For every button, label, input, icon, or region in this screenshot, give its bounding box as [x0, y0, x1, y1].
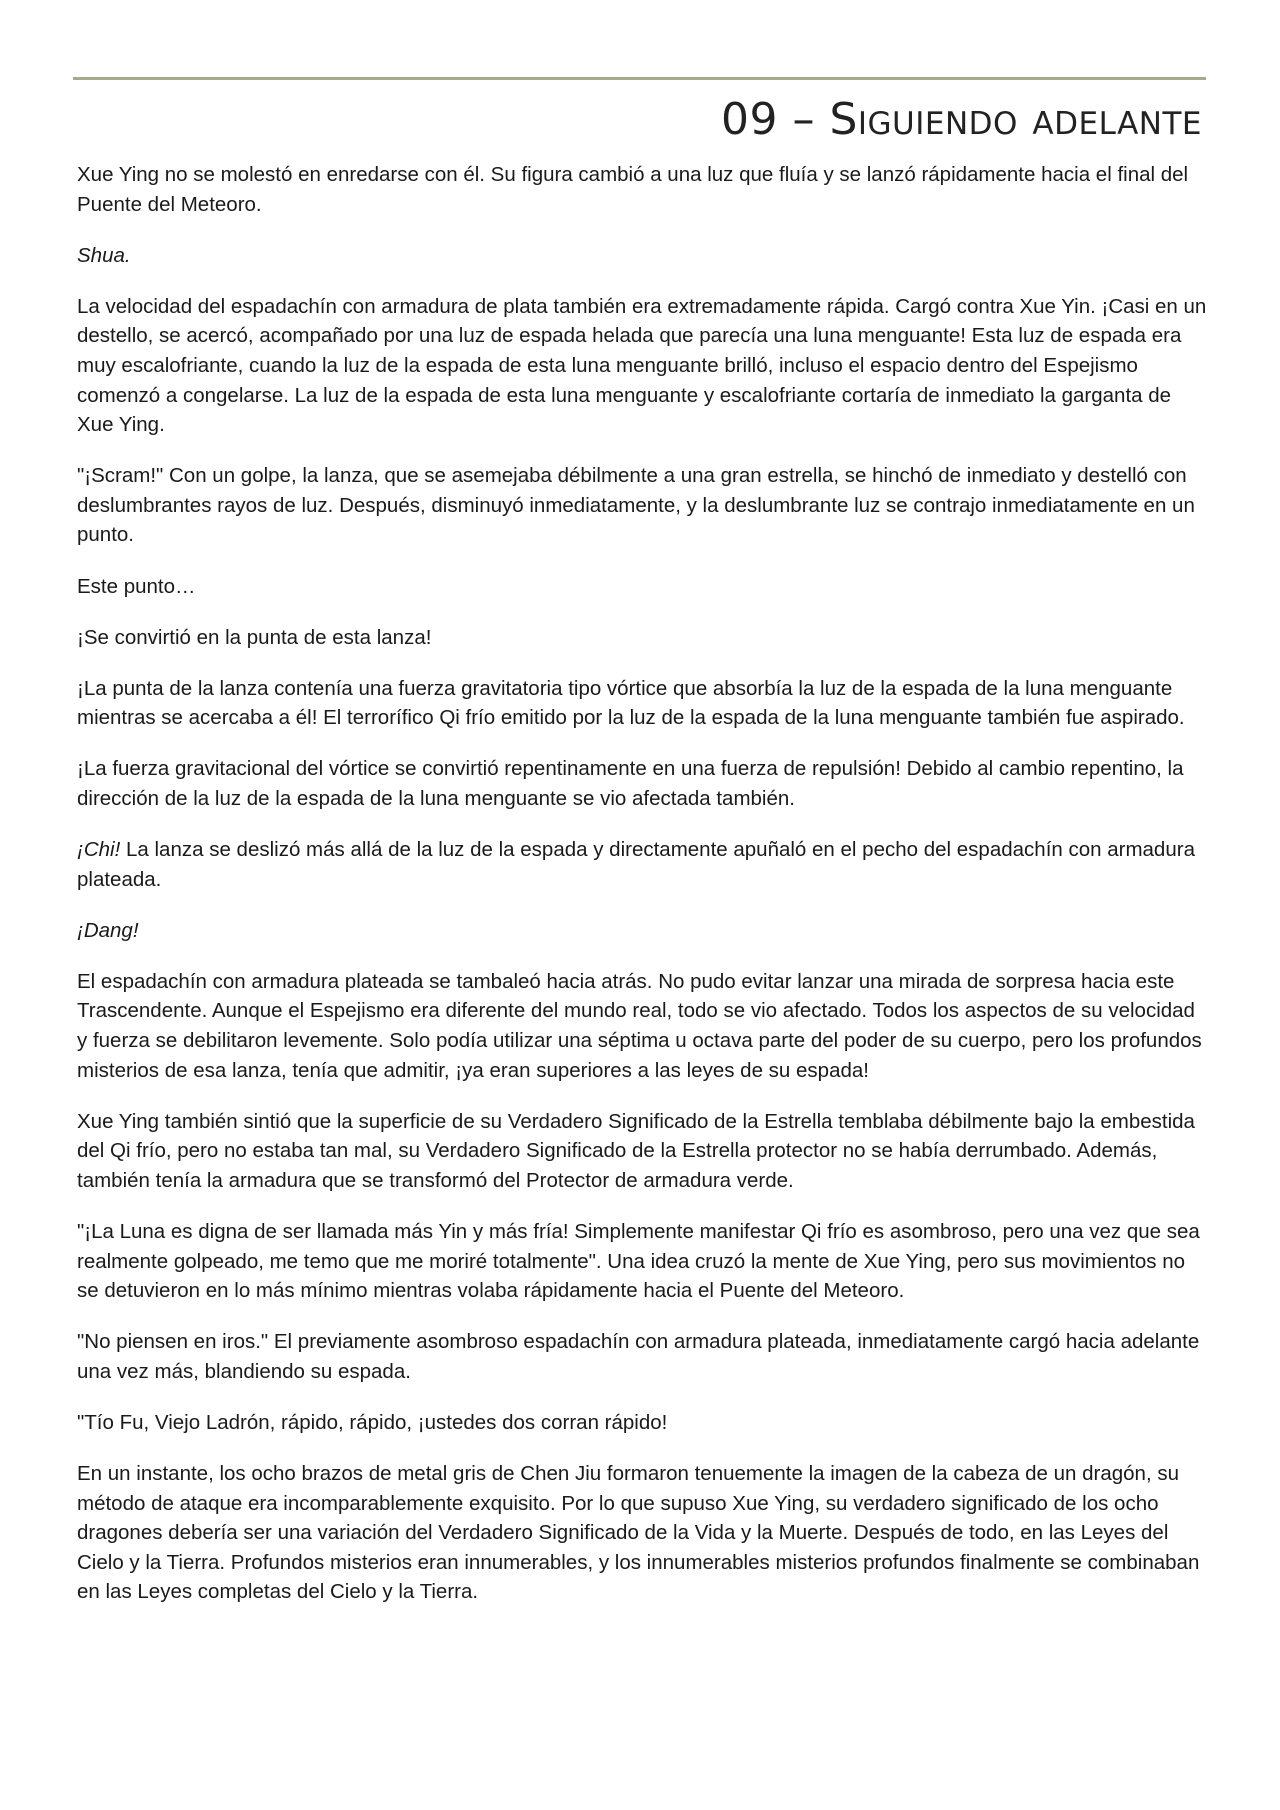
paragraph [77, 835, 1207, 894]
chapter-body [77, 160, 1207, 1629]
paragraph: "No piensen en iros." El previamente asombroso espadachín con armadura plateada, inmediatamente cargó hacia adelante una vez más, blandiendo su espada. [77, 1330, 1200, 1383]
paragraph: ¡La punta de la lanza contenía una fuerza gravitatoria tipo vórtice que absorbía la luz de la espada de la luna menguante mientras se acercaba a él! El terrorífico Qi frío emitido por la luz de la espada de la luna menguante también fue aspirado. [77, 676, 1185, 730]
paragraph: Xue Ying también sintió que la superficie de su Verdadero Significado de la Estrella temblaba débilmente bajo la embestida del Qi frío, pero no estaba tan mal, su Verdadero Significado de la Estrella protector no se había derrumbado. Además, también tenía la armadura que se transformó del Protector de armadura verde. [77, 1109, 1195, 1192]
paragraph-sound-effect: Shua. [77, 243, 131, 267]
paragraph: La velocidad del espadachín con armadura de plata también era extremadamente rápida. Cargó contra Xue Yin. ¡Casi en un destello, se acercó, acompañado por una luz de espada helada que parecía una luna menguante! Esta luz de espada era muy escalofriante, cuando la luz de la espada de esta luna menguante brilló, incluso el espacio dentro del Espejismo comenzó a congelarse. La luz de la espada de esta luna menguante y escalofriante cortaría de inmediato la garganta de Xue Ying. [77, 294, 1207, 437]
chapter-number: 09 [720, 94, 778, 145]
paragraph-sound-effect: ¡Dang! [77, 918, 139, 942]
paragraph: "¡Scram!" Con un golpe, la lanza, que se asemejaba débilmente a una gran estrella, se hinchó de inmediato y destelló con deslumbrantes rayos de luz. Después, disminuyó inmediatamente, y la deslumbrante luz se contrajo inmediatamente en un punto. [77, 464, 1195, 547]
paragraph: ¡Se convirtió en la punta de esta lanza! [77, 625, 432, 649]
paragraph: Xue Ying no se molestó en enredarse con él. Su figura cambió a una luz que fluía y se lanzó rápidamente hacia el final del Puente del Meteoro. [77, 163, 1189, 216]
chapter-title-initial: S [829, 94, 858, 145]
chapter-dash: – [792, 94, 815, 145]
paragraph: "¡La Luna es digna de ser llamada más Yin y más fría! Simplemente manifestar Qi frío es asombroso, pero una vez que sea realmente golpeado, me temo que me moriré totalmente". Una idea cruzó la mente de Xue Ying, pero sus movimientos no se detuvieron en lo más mínimo mientras volaba rápidamente hacia el Puente del Meteoro. [77, 1220, 1200, 1303]
paragraph: En un instante, los ocho brazos de metal gris de Chen Jiu formaron tenuemente la imagen de la cabeza de un dragón, su método de ataque era incomparablemente exquisito. Por lo que supuso Xue Ying, su verdadero significado de los ocho dragones debería ser una variación del Verdadero Significado de la Vida y la Muerte. Después de todo, en las Leyes del Cielo y la Tierra. Profundos misterios eran innumerables, y los innumerables misterios profundos finalmente se combinaban en las Leyes completas del Cielo y la Tierra. [77, 1462, 1200, 1604]
paragraph: ¡La fuerza gravitacional del vórtice se convirtió repentinamente en una fuerza de repulsión! Debido al cambio repentino, la dirección de la luz de la espada de la luna menguante se vio afectada también. [77, 757, 1184, 810]
paragraph: Este punto… [77, 574, 196, 598]
header-divider [73, 77, 1206, 80]
sound-effect: ¡Chi! [77, 838, 121, 862]
paragraph: "Tío Fu, Viejo Ladrón, rápido, rápido, ¡ustedes dos corran rápido! [77, 1411, 668, 1434]
chapter-title [721, 90, 1202, 150]
paragraph: El espadachín con armadura plateada se tambaleó hacia atrás. No pudo evitar lanzar una mirada de sorpresa hacia este Trascendente. Aunque el Espejismo era diferente del mundo real, todo se vio afectado. Todos los aspectos de su velocidad y fuerza se debilitaron levemente. Solo podía utilizar una séptima u octava parte del poder de su cuerpo, pero los profundos misterios de esa lanza, tenía que admitir, ¡ya eran superiores a las leyes de su espada! [77, 969, 1202, 1082]
chapter-title-rest: iguiendo adelante [857, 94, 1202, 145]
paragraph-text: La lanza se deslizó más allá de la luz de la espada y directamente apuñaló en el pecho del espadachín con armadura plateada. [77, 838, 1195, 891]
